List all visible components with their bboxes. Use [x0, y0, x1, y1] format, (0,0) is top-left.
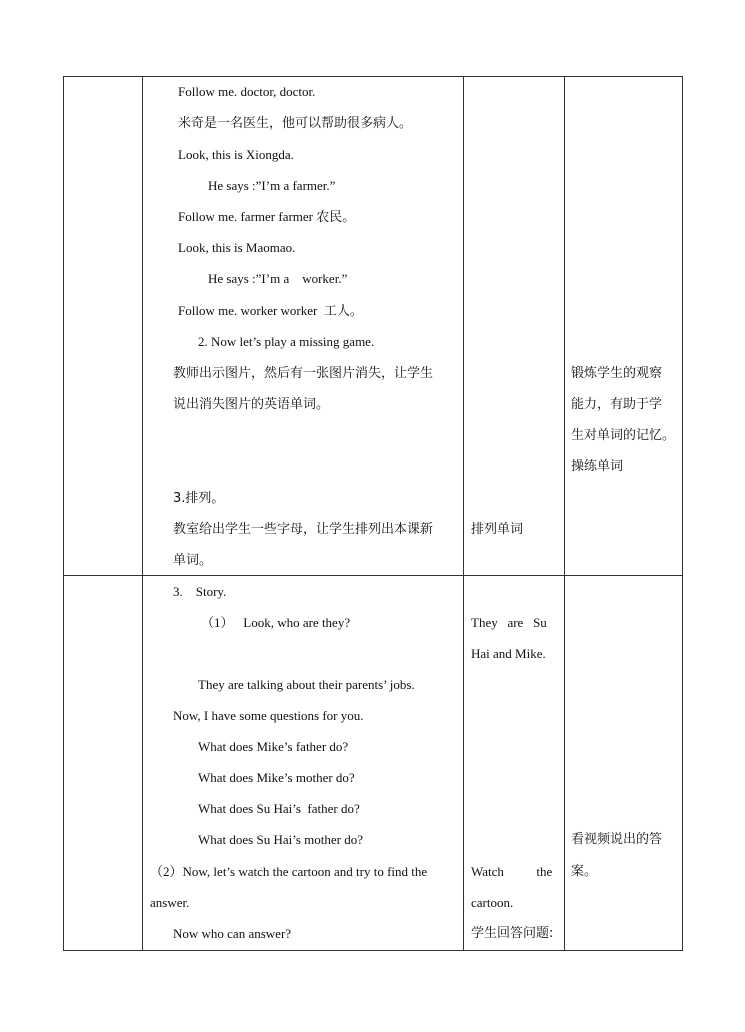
student-line: Hai and Mike. [471, 646, 546, 661]
student-line: They are Su [471, 615, 547, 630]
process-line: Follow me. doctor, doctor. [178, 84, 316, 99]
design-purpose-cell [565, 77, 683, 576]
process-line: Follow me. farmer farmer 农民。 [178, 209, 356, 224]
student-activity-cell [464, 77, 565, 576]
process-line: 单词。 [173, 553, 213, 568]
process-line: 教师出示图片，然后有一张图片消失，让学生 [173, 366, 434, 381]
process-line: He says :”I’m a worker.” [208, 271, 348, 286]
process-line: 3.排列。 [173, 491, 225, 506]
process-line: He says :”I’m a farmer.” [208, 178, 336, 193]
process-line: （1） Look, who are they? [201, 615, 351, 630]
process-line: 教室给出学生一些字母，让学生排列出本课新 [173, 522, 434, 537]
process-line: Follow me. worker worker 工人。 [178, 303, 363, 318]
process-line: What does Mike’s father do? [198, 739, 349, 754]
process-line: 3. Story. [173, 584, 227, 599]
process-line: What does Su Hai’s father do? [198, 801, 360, 816]
process-line: What does Su Hai’s mother do? [198, 832, 363, 847]
purpose-line: 生对单词的记忆。 [571, 428, 676, 443]
process-line: Now, I have some questions for you. [173, 708, 364, 723]
teaching-process-cell [143, 576, 464, 951]
purpose-line: 操练单词 [571, 459, 624, 474]
lesson-plan-table [63, 76, 683, 951]
student-line: cartoon. [471, 895, 514, 910]
process-line: Now who can answer? [173, 926, 292, 941]
student-line: 学生回答问题: [471, 926, 554, 941]
design-purpose-cell [565, 576, 683, 951]
process-line: What does Mike’s mother do? [198, 770, 355, 785]
process-line: 说出消失图片的英语单词。 [173, 397, 330, 412]
table-row [64, 576, 683, 951]
table-row [64, 77, 683, 576]
process-line: They are talking about their parents’ jobs. [198, 677, 415, 692]
purpose-line: 案。 [571, 864, 598, 879]
student-activity-cell [464, 576, 565, 951]
purpose-line: 看视频说出的答 [571, 832, 663, 847]
teaching-process-cell [143, 77, 464, 576]
process-line: answer. [150, 895, 190, 910]
process-line: 米奇是一名医生，他可以帮助很多病人。 [178, 116, 413, 131]
purpose-line: 锻炼学生的观察 [571, 366, 663, 381]
purpose-line: 能力，有助于学 [571, 397, 663, 412]
student-line: Watch the [471, 864, 553, 879]
step-cell [64, 77, 143, 576]
process-line: 2. Now let’s play a missing game. [198, 334, 375, 349]
process-line: Look, this is Maomao. [178, 240, 296, 255]
student-line: 排列单词 [471, 522, 524, 537]
process-line: （2）Now, let’s watch the cartoon and try to find the [150, 864, 428, 879]
process-line: Look, this is Xiongda. [178, 147, 294, 162]
step-cell [64, 576, 143, 951]
